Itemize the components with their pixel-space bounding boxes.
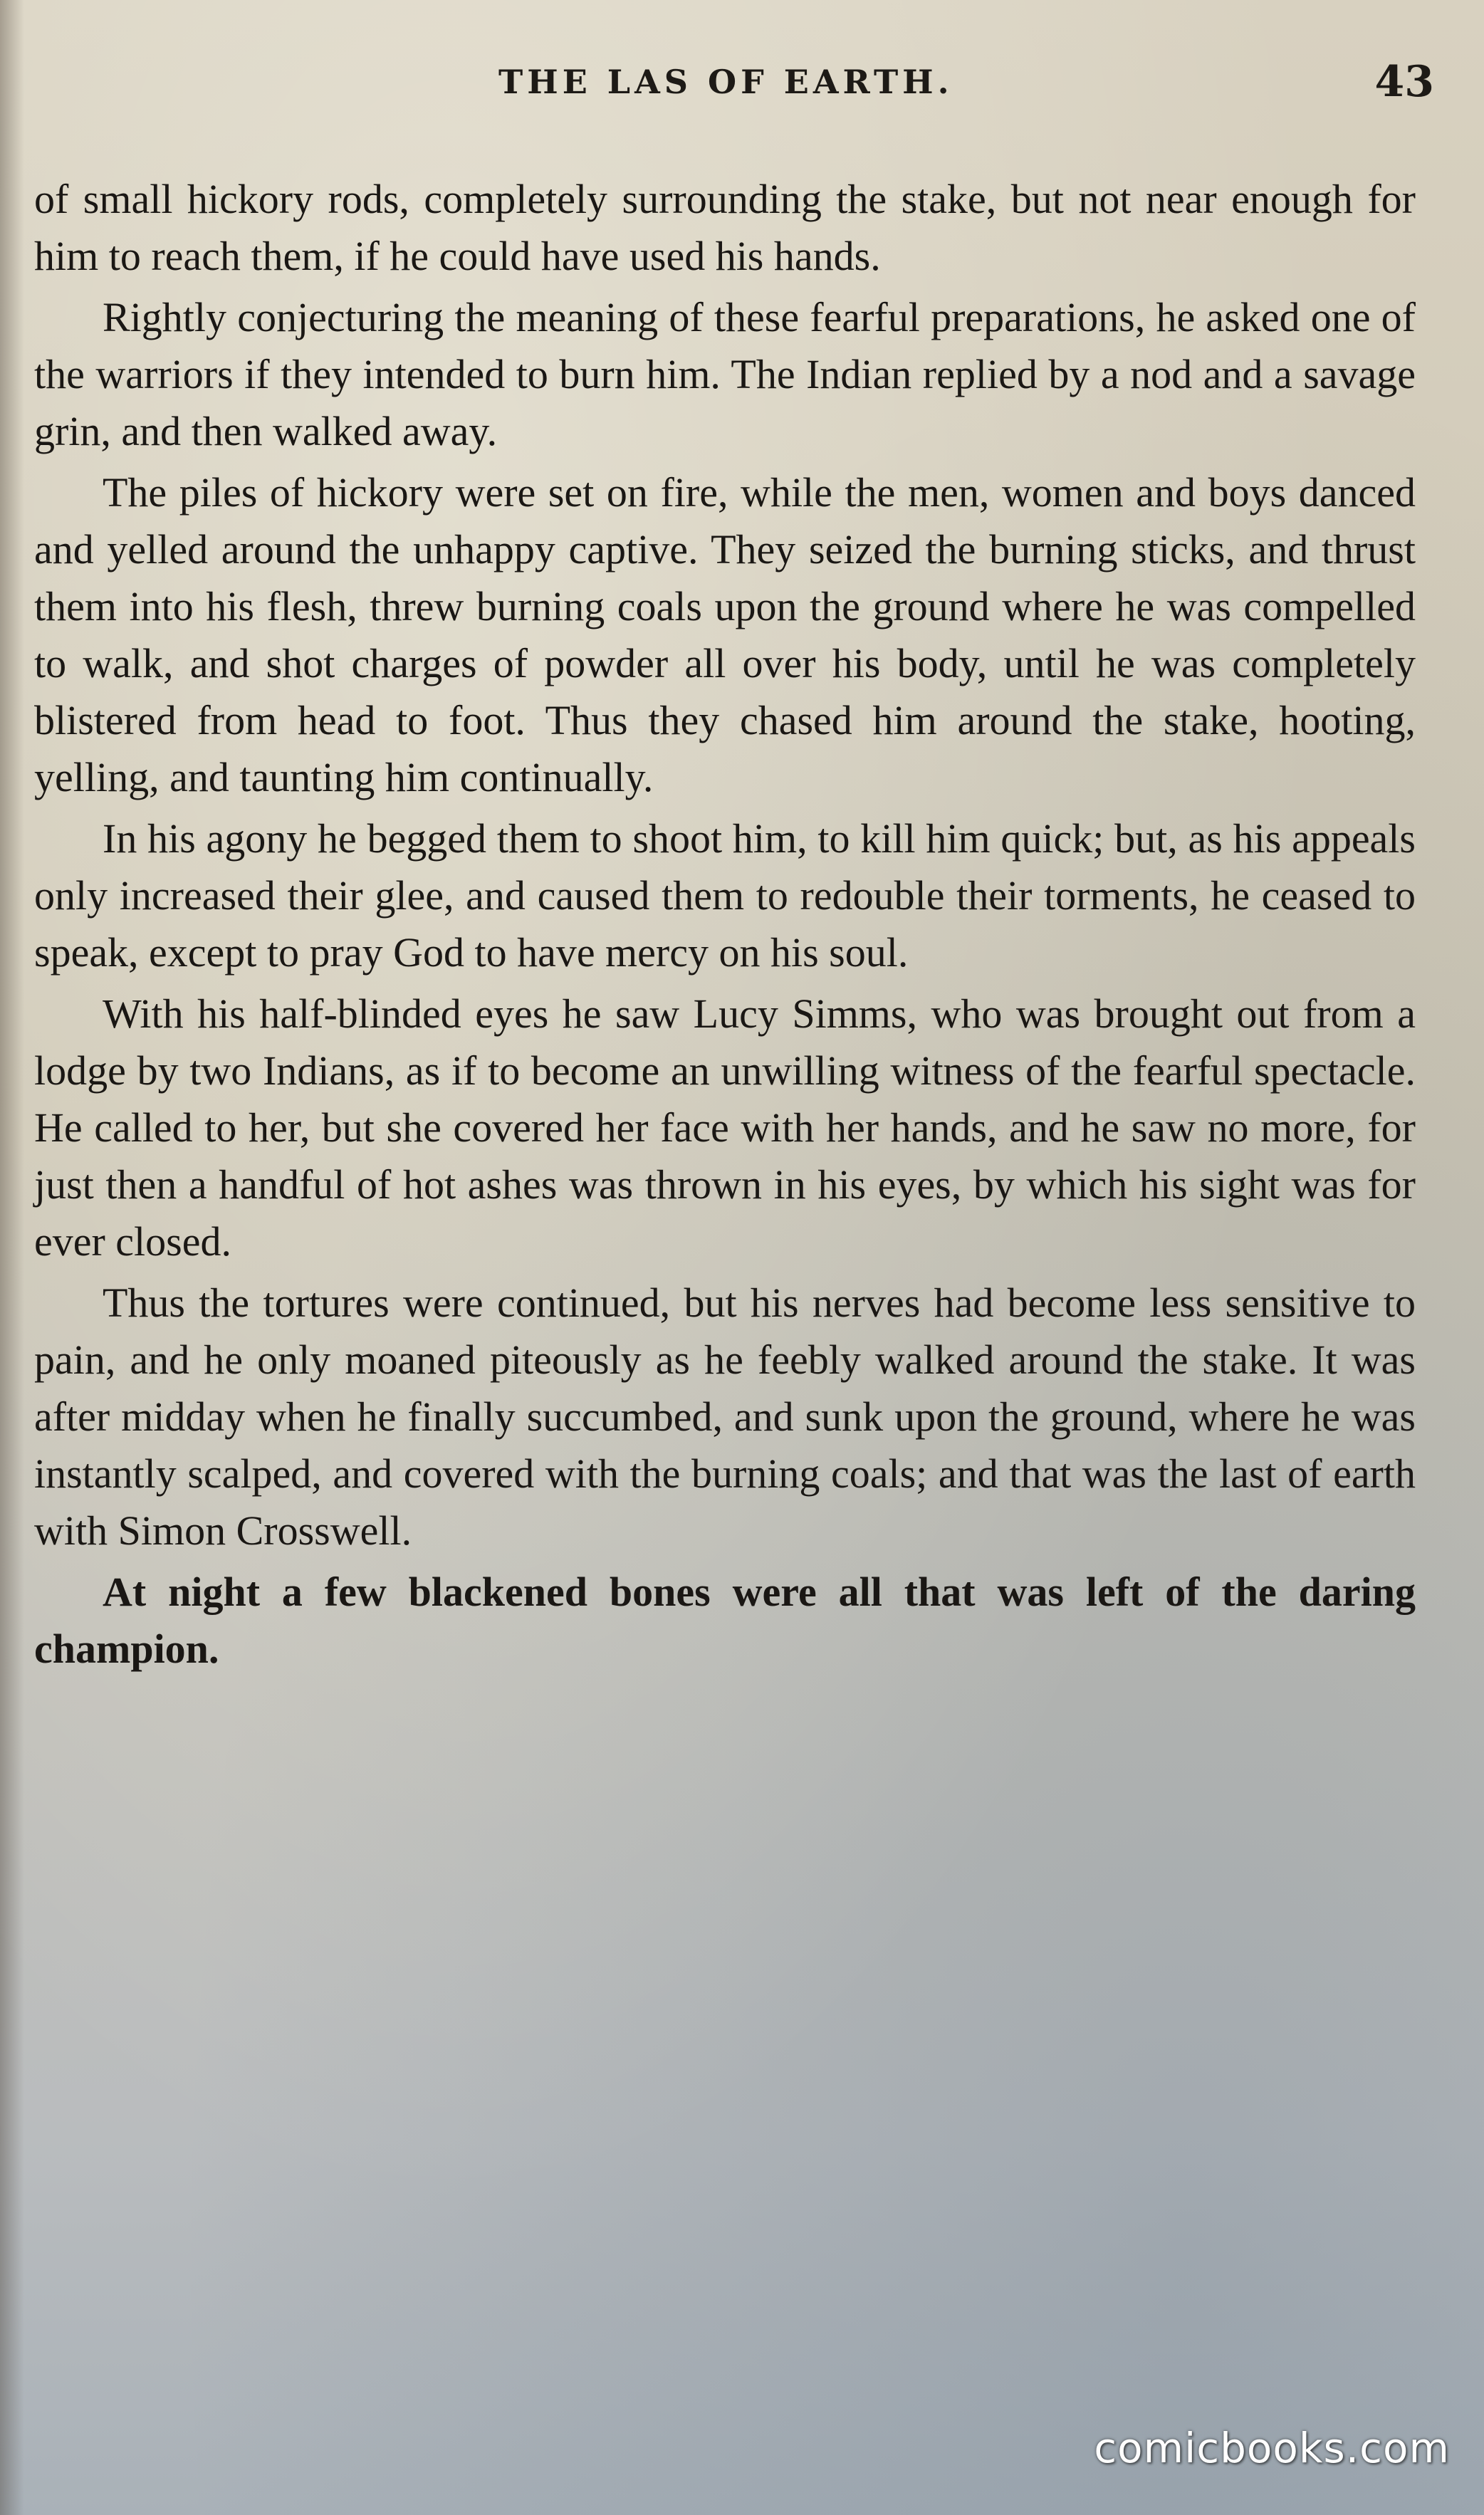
paragraph: In his agony he begged them to shoot him, to kill him quick; but, as his appeals only increased their glee, and caused them to redouble their torments, he ceased to speak, except to pray God to have mercy on his soul. [34, 815, 1416, 976]
paragraph: With his half-blinded eyes he saw Lucy Simms, who was brought out from a lodge by two Indians, as if to become an unwilling witness of the fearful spectacle. He called to her, but she covered her face with her hands, and he saw no more, for just then a handful of hot ashes was thrown in his eyes, by which his sight was for ever closed. [34, 990, 1416, 1265]
paragraph: Rightly conjecturing the meaning of these fearful preparations, he asked one of the warriors if they intended to burn him. The Indian replied by a nod and a savage grin, and then walked away. [34, 294, 1416, 454]
page-number: 43 [1374, 57, 1434, 107]
paragraph: The piles of hickory were set on fire, while the men, women and boys danced and yelled around the unhappy captive. They seized the burning sticks, and thrust them into his flesh, threw burning coals upon the ground where he was compelled to walk, and shot charges of powder all over his body, until he was completely blistered from head to foot. Thus they chased him around the stake, hooting, yelling, and taunting him continually. [34, 469, 1416, 800]
page-gutter-shadow [0, 0, 24, 2515]
site-watermark: comicbooks.com [1094, 2424, 1450, 2472]
page-header [0, 57, 1484, 113]
body-text [34, 171, 1416, 1682]
paragraph-final: At night a few blackened bones were all that was left of the daring champion. [34, 1569, 1416, 1672]
paragraph: Thus the tortures were continued, but his nerves had become less sensitive to pain, and he only moaned piteously as he feebly walked around the stake. It was after midday when he finally succumbed, and sunk upon the ground, where he was instantly scalped, and covered with the burning coals; and that was the last of earth with Simon Crosswell. [34, 1280, 1416, 1554]
running-head: THE LAS OF EARTH. [498, 63, 953, 101]
paragraph: of small hickory rods, completely surrounding the stake, but not near enough for him to reach them, if he could have used his hands. [34, 176, 1416, 279]
